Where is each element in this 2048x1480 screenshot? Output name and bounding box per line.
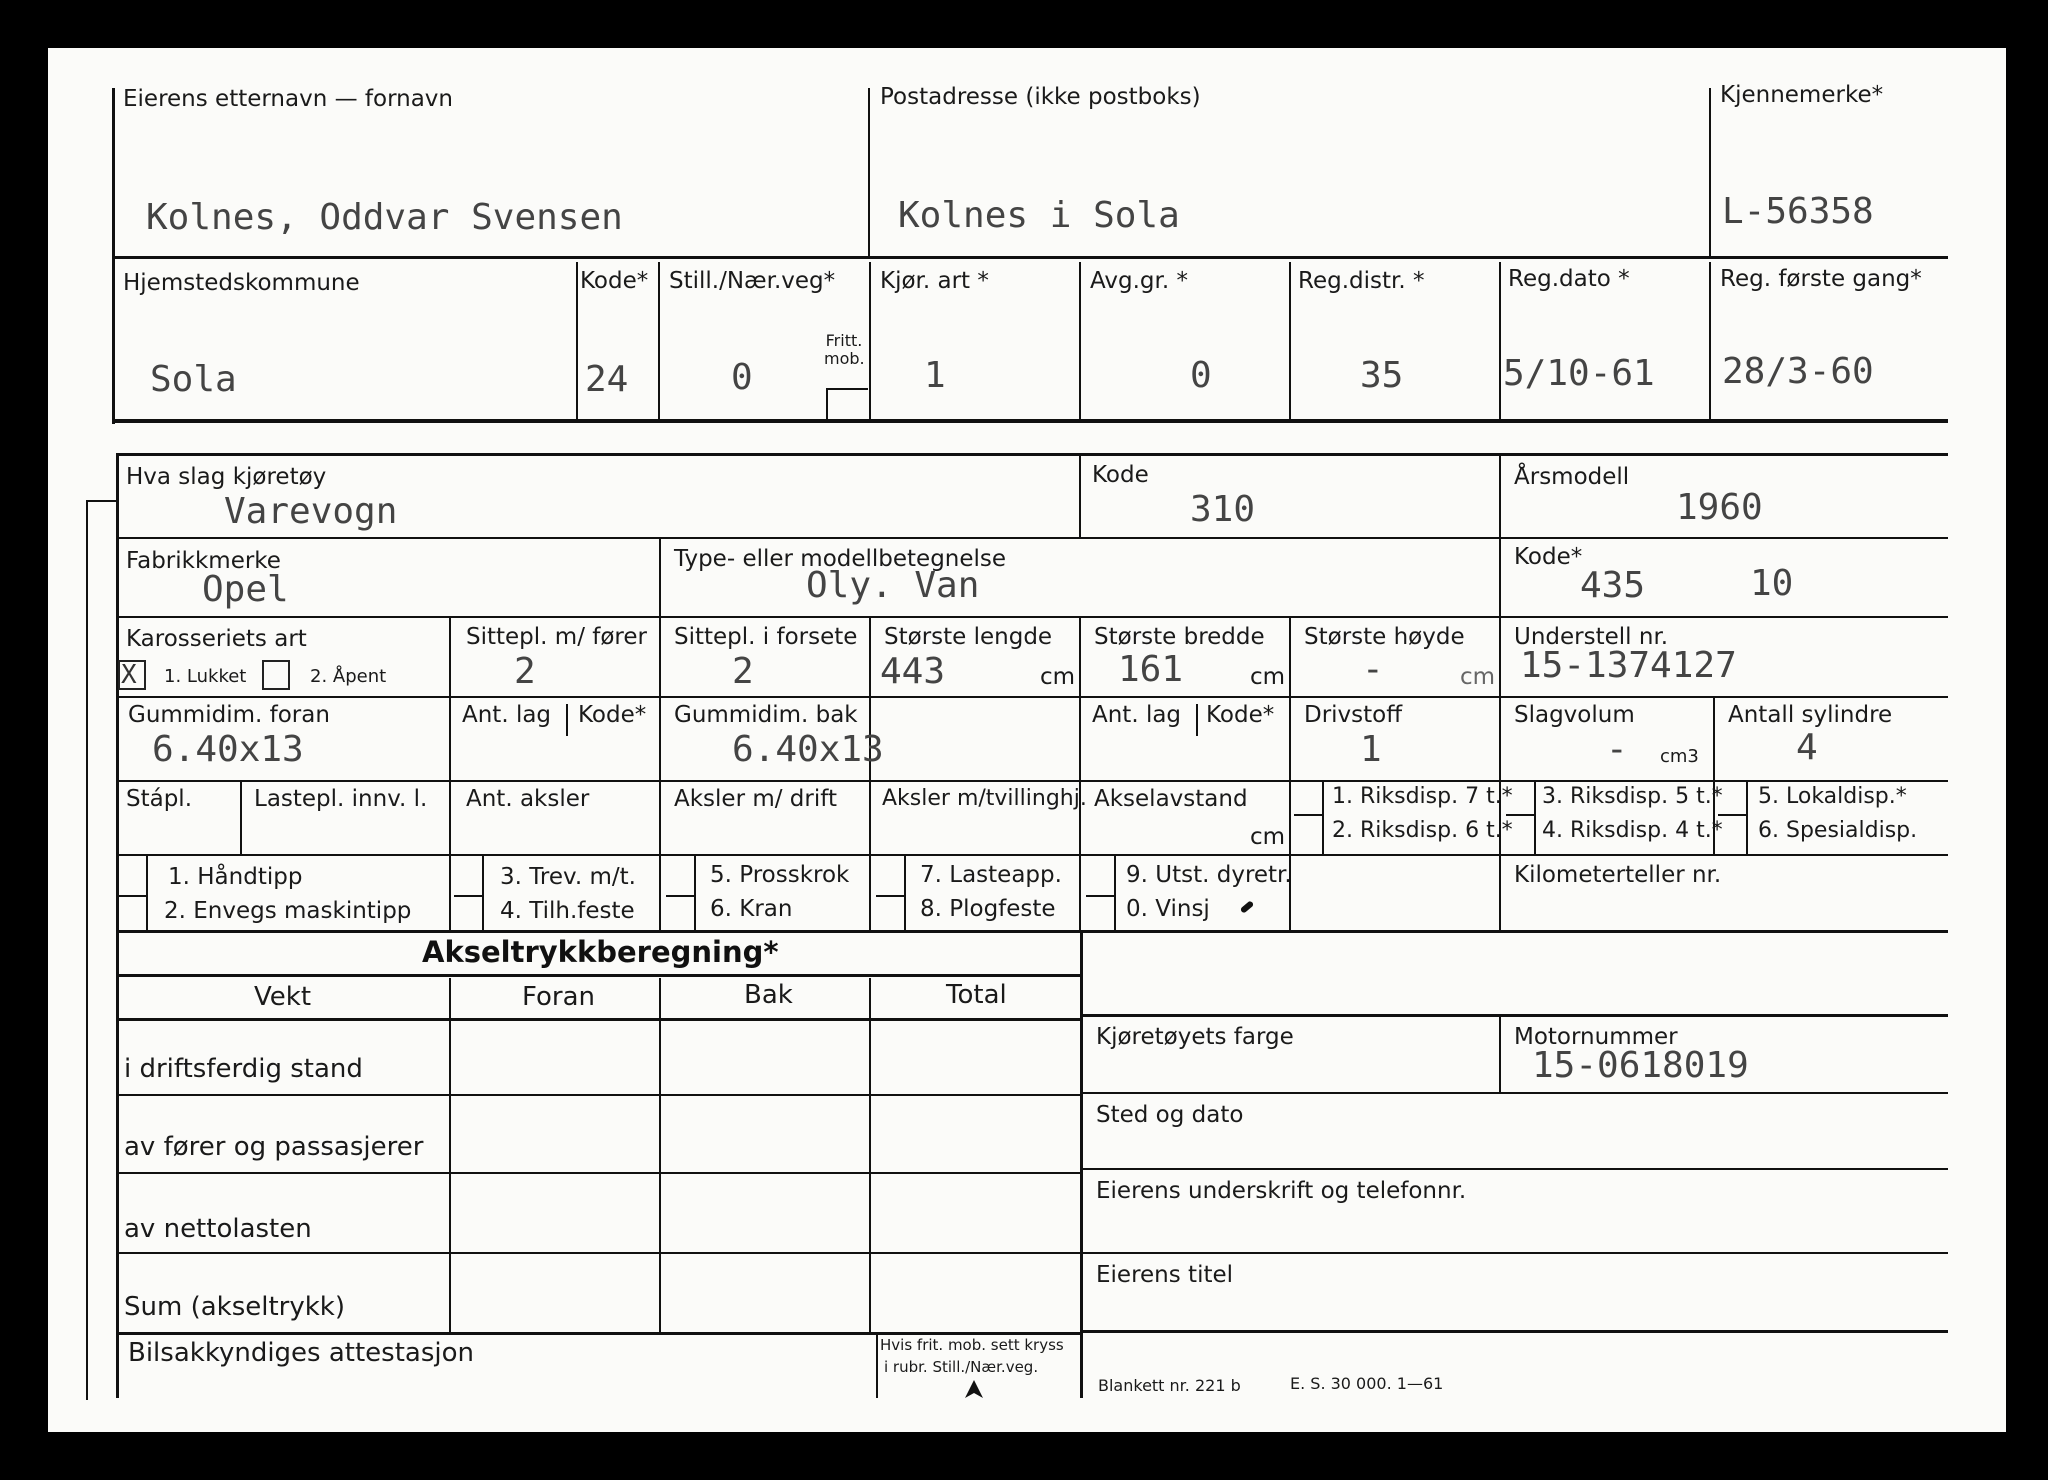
rule: [116, 453, 119, 935]
fritt-note-line-2: i rubr. Still./Nær.veg.: [884, 1358, 1039, 1376]
aksler-tvilling-label: Aksler m/tvillinghj.: [882, 786, 1087, 811]
aksler-drift-label: Aksler m/ drift: [674, 786, 837, 812]
rule: [116, 537, 1948, 539]
rule: [86, 500, 88, 1400]
rule: [86, 500, 116, 502]
engine-label: Motornummer: [1514, 1024, 1678, 1050]
rule: [116, 974, 1082, 977]
rule: [454, 895, 482, 897]
equip-3: 3. Trev. m/t.: [500, 864, 636, 890]
model-kode-label: Kode*: [1514, 544, 1583, 570]
reg-dato-label: Reg.dato *: [1508, 266, 1630, 292]
rule: [1083, 1168, 1948, 1170]
equip-2: 2. Envegs maskintipp: [164, 898, 412, 924]
rule: [116, 1172, 1082, 1174]
kode-value: 24: [585, 359, 629, 400]
attest-label: Bilsakkyndiges attestasjon: [128, 1338, 474, 1368]
body-open-checkbox[interactable]: [262, 660, 290, 690]
axle-header-bak: Bak: [744, 980, 793, 1010]
equip-6: 6. Kran: [710, 896, 793, 922]
rule: [1713, 698, 1715, 780]
rule: [1746, 782, 1748, 854]
displacement-label: Slagvolum: [1514, 702, 1635, 728]
reg-dato-value: 5/10-61: [1503, 353, 1655, 394]
rule: [1499, 1017, 1501, 1092]
equip-7: 7. Lasteapp.: [920, 862, 1062, 888]
stapl-label: Stápl.: [126, 786, 193, 812]
riksdisp-3: 3. Riksdisp. 5 t.*: [1542, 784, 1723, 809]
rule: [1114, 856, 1116, 932]
akselavstand-unit: cm: [1250, 824, 1286, 850]
rule: [659, 978, 661, 1334]
rule: [1499, 262, 1501, 420]
equip-9: 9. Utst. dyretr.: [1126, 862, 1292, 888]
owner-title-label: Eierens titel: [1096, 1262, 1234, 1288]
fritt-mob-label: Fritt. mob.: [824, 331, 865, 369]
rule: [1294, 814, 1322, 816]
equip-1: 1. Håndtipp: [168, 864, 303, 890]
odometer-label: Kilometerteller nr.: [1514, 862, 1722, 888]
rule: [116, 1094, 1082, 1096]
seats-front-label: Sittepl. i forsete: [674, 624, 858, 650]
seats-driver-value: 2: [514, 651, 536, 692]
owner-name-label: Eierens etternavn — fornavn: [123, 86, 453, 112]
rule: [116, 930, 1948, 933]
rule: [566, 704, 568, 736]
fuel-label: Drivstoff: [1304, 702, 1403, 728]
axle-header-total: Total: [946, 980, 1007, 1010]
rule: [1079, 456, 1081, 537]
kjor-art-value: 1: [924, 355, 946, 396]
print-info: E. S. 30 000. 1—61: [1290, 1374, 1444, 1393]
height-label: Største høyde: [1304, 624, 1465, 650]
rule: [666, 895, 694, 897]
model-year-label: Årsmodell: [1514, 464, 1630, 490]
equip-4: 4. Tilh.feste: [500, 898, 635, 924]
rule: [116, 780, 1948, 782]
rule: [116, 854, 1948, 856]
body-open-label: 2. Åpent: [310, 666, 387, 687]
signature-label: Eierens underskrift og telefonnr.: [1096, 1178, 1467, 1204]
avg-gr-label: Avg.gr. *: [1090, 268, 1188, 294]
chassis-value: 15-1374127: [1520, 645, 1737, 686]
model-kode-1: 435: [1580, 565, 1646, 606]
blankett-number: Blankett nr. 221 b: [1098, 1376, 1241, 1395]
address-label: Postadresse (ikke postboks): [880, 84, 1201, 110]
owner-name-value: Kolnes, Oddvar Svensen: [146, 197, 623, 238]
rule: [658, 262, 660, 420]
displacement-unit: cm3: [1660, 746, 1699, 767]
rule: [449, 698, 451, 932]
make-value: Opel: [202, 569, 289, 610]
body-closed-check-mark: X: [121, 660, 137, 690]
rule: [1718, 814, 1746, 816]
equip-5: 5. Prosskrok: [710, 862, 850, 888]
rule: [1322, 782, 1324, 854]
rule: [1083, 1330, 1948, 1333]
model-kode-2: 10: [1750, 563, 1794, 604]
rule: [869, 978, 871, 1334]
plate-value: L-56358: [1722, 191, 1874, 232]
riksdisp-1: 1. Riksdisp. 7 t.*: [1332, 784, 1513, 809]
fritt-note-line-1: Hvis frit. mob. sett kryss: [880, 1336, 1064, 1354]
axle-header-foran: Foran: [522, 982, 596, 1012]
tire-front-value: 6.40x13: [152, 729, 304, 770]
rule: [904, 856, 906, 932]
engine-value: 15-0618019: [1532, 1045, 1749, 1086]
chassis-label: Understell nr.: [1514, 624, 1669, 650]
type-kode-label: Kode: [1092, 462, 1149, 488]
vehicle-type-value: Varevogn: [224, 491, 398, 532]
rule: [868, 88, 870, 256]
still-label: Still./Nær.veg*: [669, 268, 836, 294]
seats-front-value: 2: [732, 651, 754, 692]
still-value: 0: [731, 357, 753, 398]
vehicle-type-label: Hva slag kjøretøy: [126, 464, 327, 490]
height-value: -: [1362, 649, 1384, 690]
model-label: Type- eller modellbetegnelse: [674, 546, 1007, 572]
plate-label: Kjennemerke*: [1720, 82, 1884, 108]
equip-8: 8. Plogfeste: [920, 896, 1056, 922]
rule: [1083, 1252, 1948, 1254]
arrow-up-icon: [962, 1378, 986, 1400]
rule: [1086, 895, 1114, 897]
rule: [1499, 456, 1501, 932]
seats-driver-label: Sittepl. m/ fører: [466, 624, 647, 650]
rule: [116, 1252, 1082, 1254]
rule: [1289, 262, 1291, 420]
riksdisp-2: 2. Riksdisp. 6 t.*: [1332, 818, 1513, 843]
axle-row-3: av nettolasten: [124, 1214, 312, 1244]
tire-rear-label: Gummidim. bak: [674, 702, 858, 728]
reg-forste-value: 28/3-60: [1722, 351, 1874, 392]
ant-aksler-label: Ant. aksler: [466, 786, 590, 812]
cylinders-value: 4: [1796, 727, 1818, 768]
rule: [826, 388, 868, 390]
rule: [240, 782, 242, 854]
model-value: Oly. Van: [806, 565, 980, 606]
rule: [118, 895, 146, 897]
rule: [116, 453, 1948, 456]
model-year-value: 1960: [1676, 487, 1763, 528]
rule: [1083, 1014, 1948, 1017]
rule: [112, 256, 1948, 259]
place-date-label: Sted og dato: [1096, 1102, 1244, 1128]
riksdisp-4: 4. Riksdisp. 4 t.*: [1542, 818, 1723, 843]
body-closed-label: 1. Lukket: [164, 666, 247, 687]
rule: [659, 539, 661, 933]
length-label: Største lengde: [884, 624, 1053, 650]
rule: [449, 978, 451, 1334]
tire-front-ant-lag-label: Ant. lag: [462, 702, 552, 728]
rule: [826, 388, 828, 420]
rule: [1080, 933, 1083, 1398]
kode-label: Kode*: [580, 268, 649, 294]
cylinders-label: Antall sylindre: [1728, 702, 1893, 728]
rule: [482, 856, 484, 932]
body-label: Karosseriets art: [126, 626, 307, 652]
rule: [869, 618, 871, 932]
equip-0: 0. Vinsj: [1126, 896, 1210, 922]
color-label: Kjøretøyets farge: [1096, 1024, 1294, 1050]
rule: [1083, 1092, 1948, 1094]
tire-rear-ant-lag-label: Ant. lag: [1092, 702, 1182, 728]
municipality-label: Hjemstedskommune: [123, 270, 360, 296]
rule: [116, 616, 1948, 618]
axle-row-4: Sum (akseltrykk): [124, 1292, 345, 1322]
reg-forste-label: Reg. første gang*: [1720, 266, 1922, 292]
rule: [1079, 262, 1081, 420]
tire-rear-value: 6.40x13: [732, 729, 884, 770]
displacement-value: -: [1606, 729, 1628, 770]
rule: [1709, 262, 1711, 420]
lastepl-label: Lastepl. innv. l.: [254, 786, 428, 812]
rule: [576, 262, 578, 420]
rule: [1079, 618, 1081, 932]
rule: [146, 856, 148, 932]
rule: [1506, 814, 1534, 816]
axle-title: Akseltrykkberegning*: [422, 935, 779, 969]
rule: [112, 419, 1948, 423]
rule: [1196, 704, 1198, 736]
rule: [694, 856, 696, 932]
width-value: 161: [1118, 649, 1184, 690]
akselavstand-label: Akselavstand: [1094, 786, 1248, 812]
rule: [1534, 782, 1536, 854]
rule: [876, 1334, 878, 1398]
type-kode-value: 310: [1190, 489, 1256, 530]
width-label: Største bredde: [1094, 624, 1265, 650]
make-label: Fabrikkmerke: [126, 548, 281, 574]
rule: [116, 933, 119, 1398]
kjor-art-label: Kjør. art *: [880, 268, 989, 294]
address-value: Kolnes i Sola: [898, 195, 1180, 236]
ink-tick-mark: [1240, 900, 1255, 914]
riksdisp-6: 6. Spesialdisp.: [1758, 818, 1918, 843]
municipality-value: Sola: [150, 359, 237, 400]
axle-row-1: i driftsferdig stand: [124, 1054, 363, 1084]
length-unit: cm: [1040, 664, 1076, 690]
width-unit: cm: [1250, 664, 1286, 690]
tire-front-kode-label: Kode*: [578, 702, 647, 728]
height-unit: cm: [1460, 664, 1496, 690]
avg-gr-value: 0: [1190, 355, 1212, 396]
reg-distr-value: 35: [1360, 355, 1404, 396]
rule: [876, 895, 904, 897]
tire-front-label: Gummidim. foran: [128, 702, 330, 728]
length-value: 443: [880, 651, 946, 692]
rule: [116, 1018, 1082, 1021]
rule: [116, 1332, 1082, 1335]
fuel-value: 1: [1360, 729, 1382, 770]
riksdisp-5: 5. Lokaldisp.*: [1758, 784, 1907, 809]
axle-row-2: av fører og passasjerer: [124, 1132, 424, 1162]
rule: [449, 618, 451, 696]
rule: [1709, 88, 1711, 256]
reg-distr-label: Reg.distr. *: [1298, 268, 1425, 294]
axle-header-vekt: Vekt: [254, 982, 312, 1012]
rule: [869, 262, 871, 420]
tire-rear-kode-label: Kode*: [1206, 702, 1275, 728]
rule: [116, 696, 1948, 698]
